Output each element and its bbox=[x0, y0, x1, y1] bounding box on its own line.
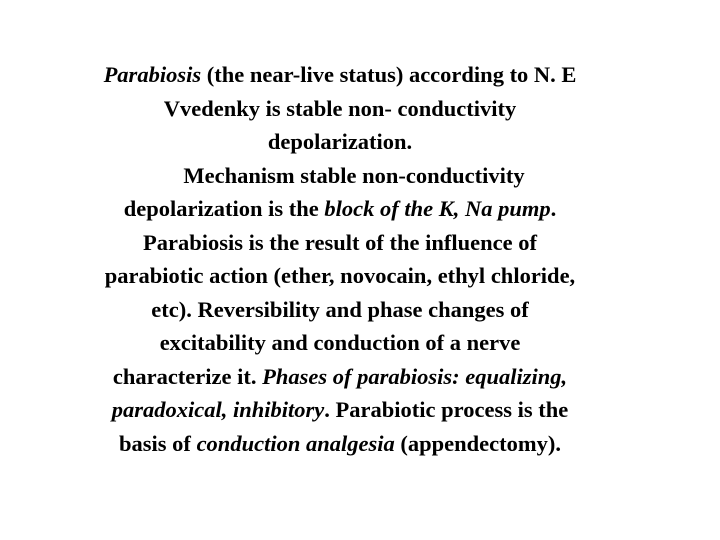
text-line: paradoxical, inhibitory. Parabiotic process is the bbox=[111, 397, 569, 422]
text-line: characterize it. Phases of parabiosis: equalizing, bbox=[112, 363, 568, 389]
term-parabiosis: Parabiosis bbox=[103, 62, 202, 87]
text-line: basis of conduction analgesia (appendectomy). bbox=[119, 430, 561, 456]
text-line: excitability and conduction of a nerve bbox=[159, 330, 521, 355]
slide-body-text bbox=[20, 58, 660, 460]
term-pump-block: block of the K, Na pump bbox=[324, 196, 551, 221]
text-line: etc). Reversibility and phase changes of bbox=[151, 296, 529, 322]
term-conduction-analgesia: conduction analgesia bbox=[196, 430, 395, 456]
text-line: Parabiosis is the result of the influence of bbox=[143, 229, 537, 255]
text-line: depolarization. bbox=[267, 129, 413, 154]
text-line: Vvedenky is stable non- conductivity bbox=[163, 95, 517, 121]
text-line: Parabiosis (the near-live status) according to N. E bbox=[103, 62, 577, 87]
term-phases: Phases of parabiosis: equalizing, bbox=[262, 363, 568, 389]
text-line: Mechanism stable non-conductivity bbox=[183, 162, 525, 188]
text-line: parabiotic action (ether, novocain, ethyl chloride, bbox=[104, 263, 576, 288]
term-phases-cont: paradoxical, inhibitory bbox=[111, 397, 325, 422]
text-line: depolarization is the block of the K, Na pump. bbox=[123, 196, 557, 221]
